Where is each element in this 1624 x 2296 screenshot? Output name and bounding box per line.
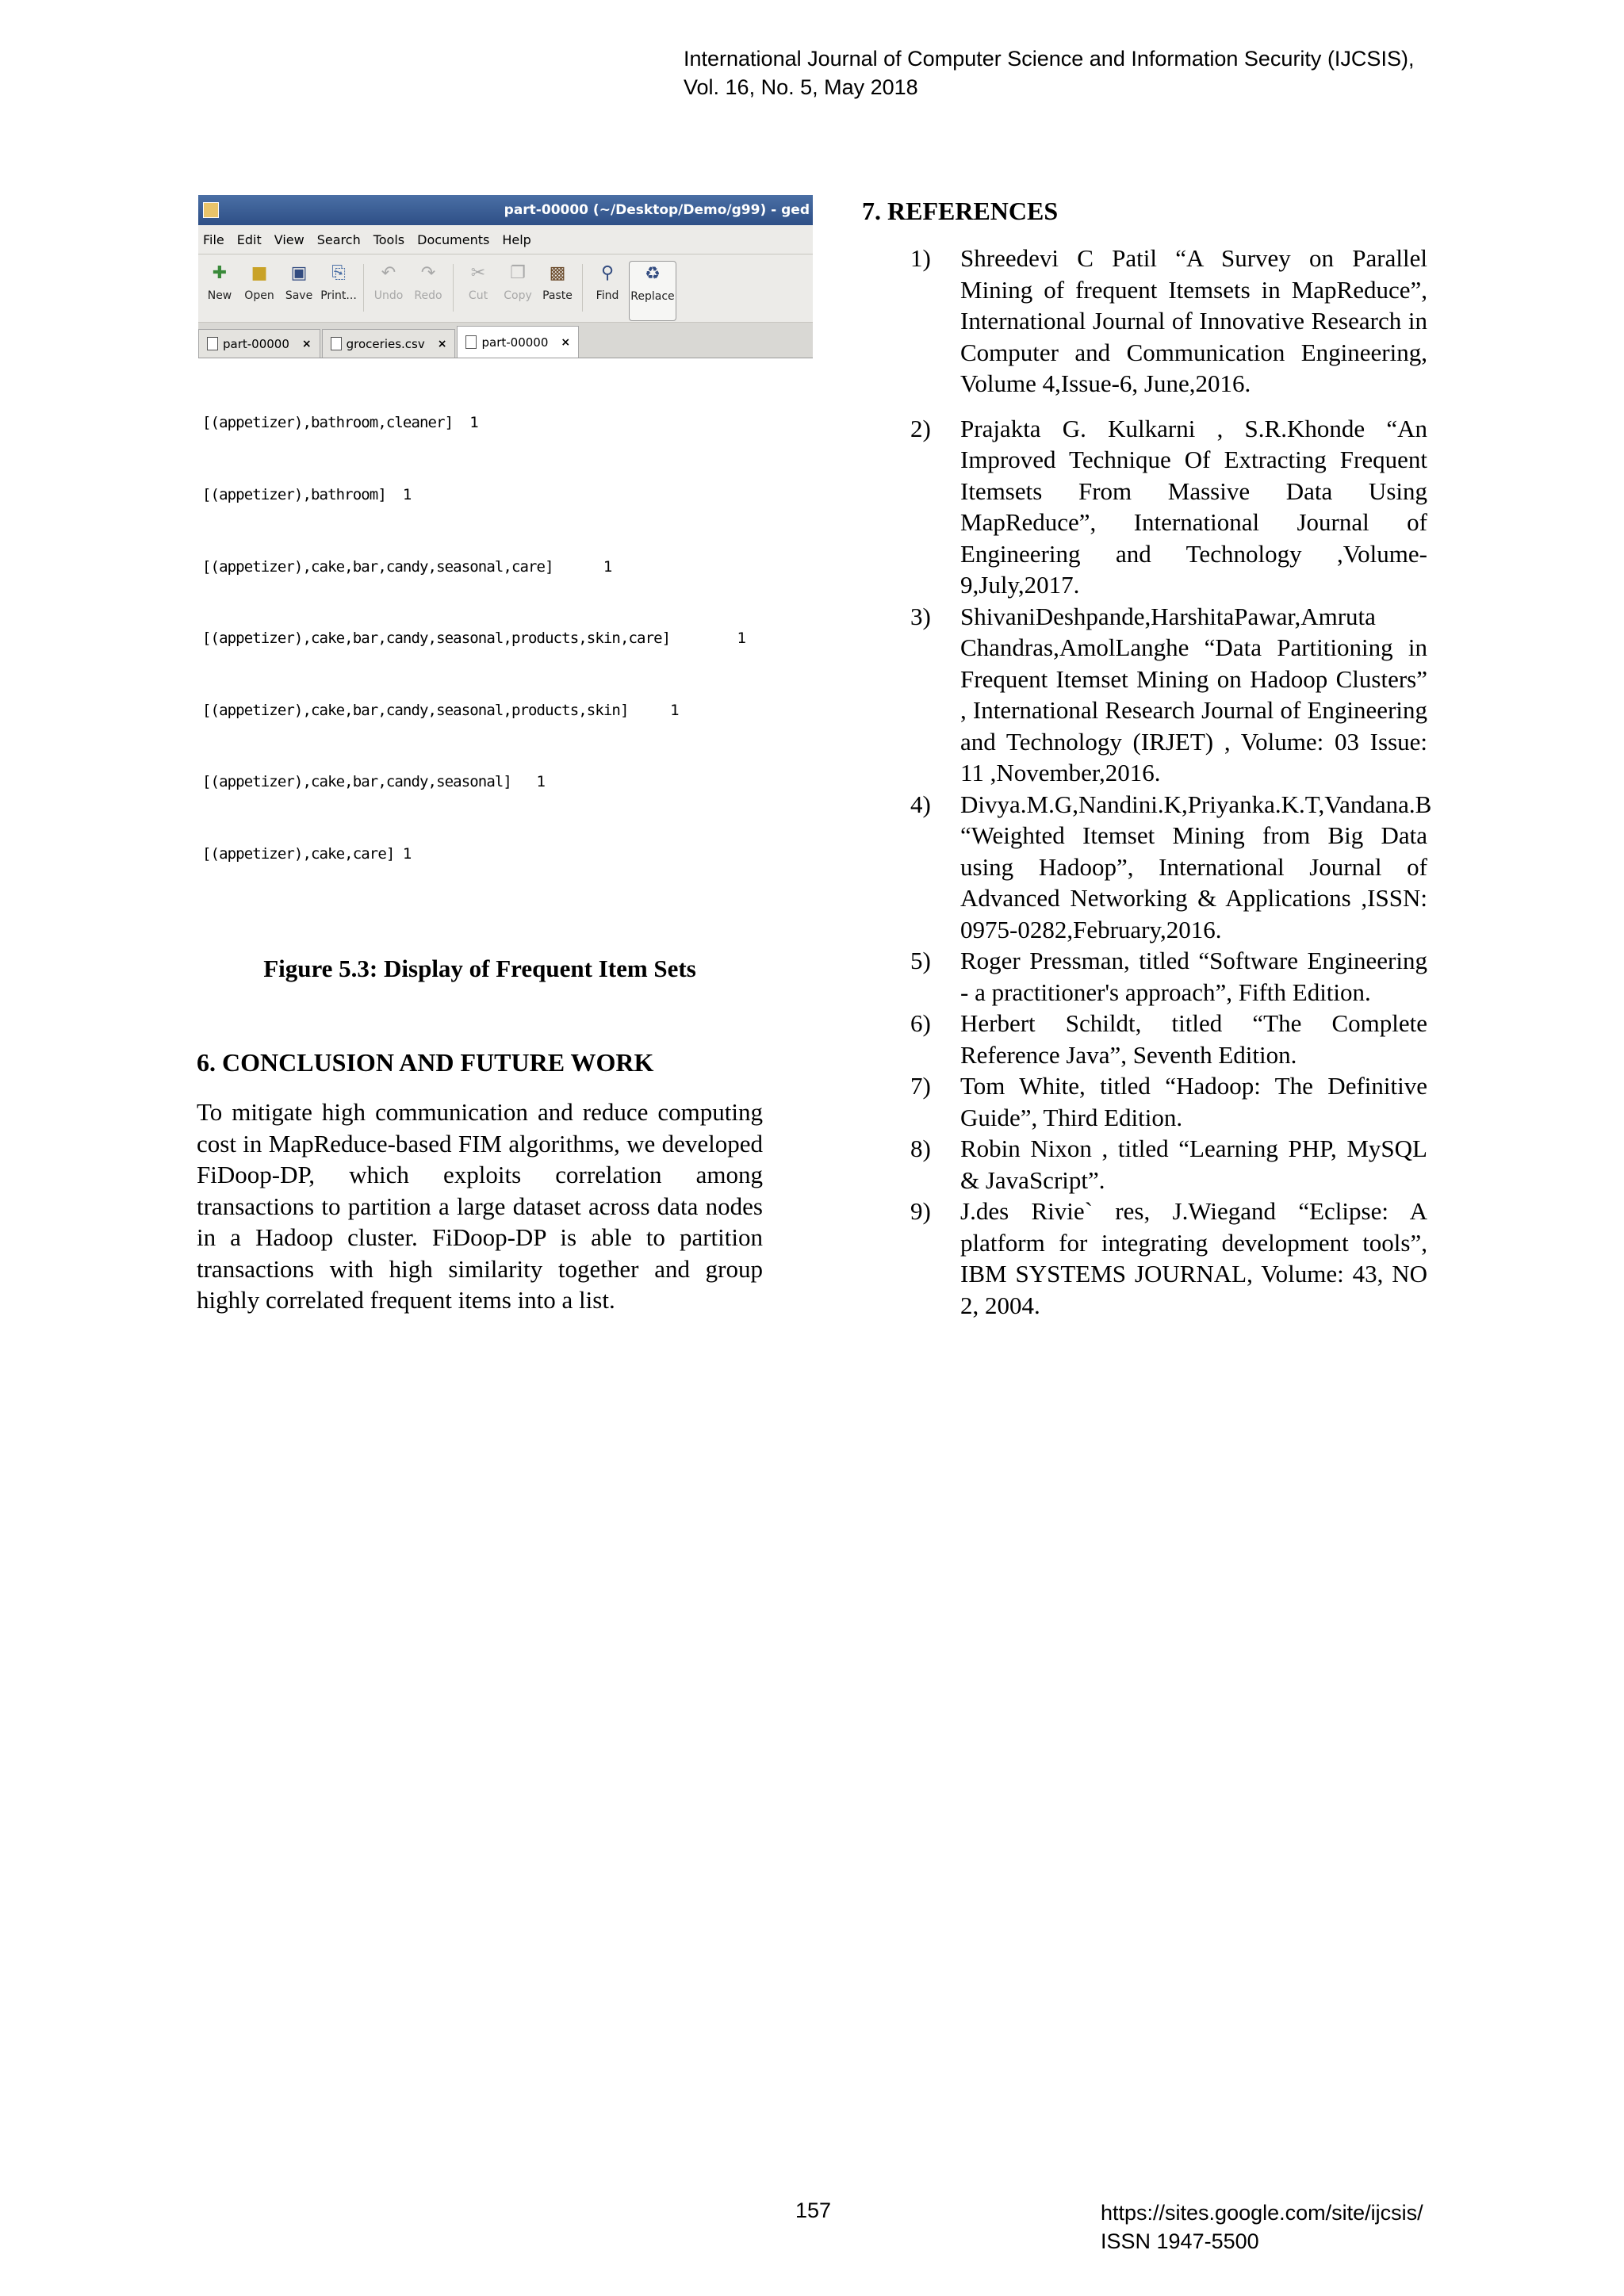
document-icon bbox=[331, 337, 342, 350]
save-disk-icon: ▣ bbox=[290, 262, 308, 283]
editor-window-title: part-00000 (~/Desktop/Demo/g99) - ged bbox=[504, 202, 810, 218]
scissors-icon: ✂ bbox=[470, 262, 486, 283]
toolbar-save: ▣ Save bbox=[281, 261, 317, 302]
footer-issn: ISSN 1947-5500 bbox=[1101, 2229, 1259, 2253]
toolbar-separator bbox=[582, 264, 583, 312]
editor-toolbar bbox=[198, 254, 813, 323]
toolbar-replace: ♻ Replace bbox=[629, 261, 676, 321]
editor-tab-bar bbox=[198, 323, 813, 358]
folder-open-icon: ■ bbox=[251, 262, 268, 283]
reference-text: Herbert Schildt, titled “The Complete Reference Java”, Seventh Edition. bbox=[960, 1009, 1427, 1069]
toolbar-cut: ✂ Cut bbox=[460, 261, 496, 302]
editor-menubar bbox=[198, 225, 813, 254]
close-icon: × bbox=[437, 337, 447, 350]
reference-number: 2) bbox=[910, 414, 931, 442]
reference-number: 1) bbox=[910, 244, 931, 272]
journal-title-line: International Journal of Computer Science and Information Security (IJCSIS), bbox=[684, 47, 1415, 71]
reference-text: Roger Pressman, titled “Software Engineering - a practitioner's approach”, Fifth Edition. bbox=[960, 947, 1427, 1006]
toolbar-copy: ❐ Copy bbox=[500, 261, 536, 302]
reference-item bbox=[910, 1133, 1427, 1196]
reference-item bbox=[910, 1196, 1427, 1321]
menu-file: File bbox=[203, 232, 224, 247]
document-icon bbox=[465, 335, 477, 349]
reference-item bbox=[910, 413, 1427, 601]
reference-text: Robin Nixon , titled “Learning PHP, MySQL & JavaScript”. bbox=[960, 1135, 1427, 1194]
find-magnifier-icon: ⚲ bbox=[600, 262, 615, 283]
undo-icon: ↶ bbox=[381, 262, 396, 283]
reference-number: 6) bbox=[910, 1009, 931, 1037]
reference-item bbox=[910, 789, 1432, 946]
copy-icon: ❐ bbox=[510, 262, 526, 283]
toolbar-separator bbox=[363, 264, 364, 312]
references-list bbox=[910, 243, 1432, 1321]
redo-icon: ↷ bbox=[420, 262, 436, 283]
section-heading-conclusion: 6. CONCLUSION AND FUTURE WORK bbox=[197, 1048, 654, 1077]
reference-text: Tom White, titled “Hadoop: The Definitive Guide”, Third Edition. bbox=[960, 1072, 1427, 1131]
reference-number: 9) bbox=[910, 1197, 931, 1225]
reference-text: Divya.M.G,Nandini.K,Priyanka.K.T,Vandana.B “Weighted Itemset Mining from Big Data using Hadoop”, International Journal of Advanced Networking & Applications ,ISSN: 0975-0282,February,2016. bbox=[960, 790, 1432, 943]
menu-view: View bbox=[274, 232, 304, 247]
close-icon: × bbox=[561, 335, 571, 349]
replace-icon: ♻ bbox=[645, 263, 661, 284]
text-line: [(appetizer),cake,care] 1 bbox=[202, 845, 412, 863]
reference-text: Shreedevi C Patil “A Survey on Parallel Mining of frequent Itemsets in MapReduce”, International Journal of Innovative Research in Computer and Communication Engineering, Volume 4,Issue-6, June,2016. bbox=[960, 244, 1427, 397]
toolbar-find: ⚲ Find bbox=[589, 261, 626, 302]
text-line: [(appetizer),cake,bar,candy,seasonal,products,skin,care] 1 bbox=[202, 629, 746, 648]
editor-text-area bbox=[198, 358, 813, 905]
reference-number: 3) bbox=[910, 602, 931, 630]
reference-text: Prajakta G. Kulkarni , S.R.Khonde “An Improved Technique Of Extracting Frequent Itemsets From Massive Data Using MapReduce”, International Journal of Engineering and Technology ,Volume-9,July,2017. bbox=[960, 414, 1427, 599]
reference-number: 8) bbox=[910, 1135, 931, 1162]
toolbar-redo: ↷ Redo bbox=[410, 261, 446, 302]
toolbar-separator bbox=[453, 264, 454, 312]
footer-info bbox=[1101, 2198, 1423, 2256]
menu-help: Help bbox=[502, 232, 531, 247]
figure-caption: Figure 5.3: Display of Frequent Item Sets bbox=[263, 955, 696, 982]
editor-titlebar bbox=[198, 195, 813, 225]
printer-icon: ⎘ bbox=[331, 262, 346, 283]
toolbar-print: ⎘ Print... bbox=[320, 261, 357, 302]
menu-tools: Tools bbox=[373, 232, 405, 247]
conclusion-paragraph: To mitigate high communication and reduce computing cost in MapReduce-based FIM algorithms, we developed FiDoop-DP, which exploits correlation among transactions to partition a large dataset across data nodes in a Hadoop cluster. FiDoop-DP is able to partition transactions with high similarity together and group highly correlated frequent items into a list. bbox=[197, 1098, 763, 1314]
reference-text: J.des Rivie` res, J.Wiegand “Eclipse: A platform for integrating development tools”, IBM SYSTEMS JOURNAL, Volume: 43, NO 2, 2004. bbox=[960, 1197, 1427, 1319]
figure-screenshot bbox=[198, 195, 813, 905]
text-line: [(appetizer),cake,bar,candy,seasonal,products,skin] 1 bbox=[202, 701, 679, 719]
page-number: 157 bbox=[795, 2198, 832, 2222]
reference-text: ShivaniDeshpande,HarshitaPawar,Amruta Chandras,AmolLanghe “Data Partitioning in Frequent Itemset Mining on Hadoop Clusters” , International Research Journal of Engineering and Technology (IRJET) , Volume: 03 Issue: 11 ,November,2016. bbox=[960, 602, 1427, 786]
close-icon: × bbox=[301, 337, 312, 350]
text-editor-icon bbox=[203, 202, 219, 218]
reference-item bbox=[910, 1008, 1427, 1070]
menu-documents: Documents bbox=[417, 232, 490, 247]
text-line: [(appetizer),cake,bar,candy,seasonal,care] 1 bbox=[202, 557, 612, 576]
menu-edit: Edit bbox=[236, 232, 262, 247]
reference-item bbox=[910, 1070, 1427, 1133]
journal-header bbox=[684, 44, 1477, 101]
footer-url: https://sites.google.com/site/ijcsis/ bbox=[1101, 2201, 1423, 2225]
toolbar-new: ✚ New bbox=[201, 261, 238, 302]
journal-volume-line: Vol. 16, No. 5, May 2018 bbox=[684, 75, 918, 99]
reference-number: 7) bbox=[910, 1072, 931, 1100]
document-icon bbox=[207, 337, 218, 350]
toolbar-open: ■ Open bbox=[241, 261, 278, 302]
reference-item bbox=[910, 243, 1427, 400]
toolbar-undo: ↶ Undo bbox=[370, 261, 407, 302]
editor-tab: groceries.csv × bbox=[322, 329, 456, 358]
text-line: [(appetizer),cake,bar,candy,seasonal] 1 bbox=[202, 773, 546, 791]
section-heading-references: 7. REFERENCES bbox=[862, 197, 1059, 225]
new-document-icon: ✚ bbox=[212, 262, 228, 283]
reference-number: 5) bbox=[910, 947, 931, 974]
text-line: [(appetizer),bathroom] 1 bbox=[202, 486, 412, 504]
toolbar-paste: ▩ Paste bbox=[539, 261, 576, 302]
reference-item bbox=[910, 601, 1427, 789]
editor-tab: part-00000 × bbox=[198, 329, 320, 358]
clipboard-icon: ▩ bbox=[549, 262, 566, 283]
editor-tab-active: part-00000 × bbox=[457, 326, 579, 358]
reference-item bbox=[910, 945, 1427, 1008]
menu-search: Search bbox=[316, 232, 361, 247]
text-line: [(appetizer),bathroom,cleaner] 1 bbox=[202, 414, 478, 432]
reference-number: 4) bbox=[910, 790, 931, 818]
